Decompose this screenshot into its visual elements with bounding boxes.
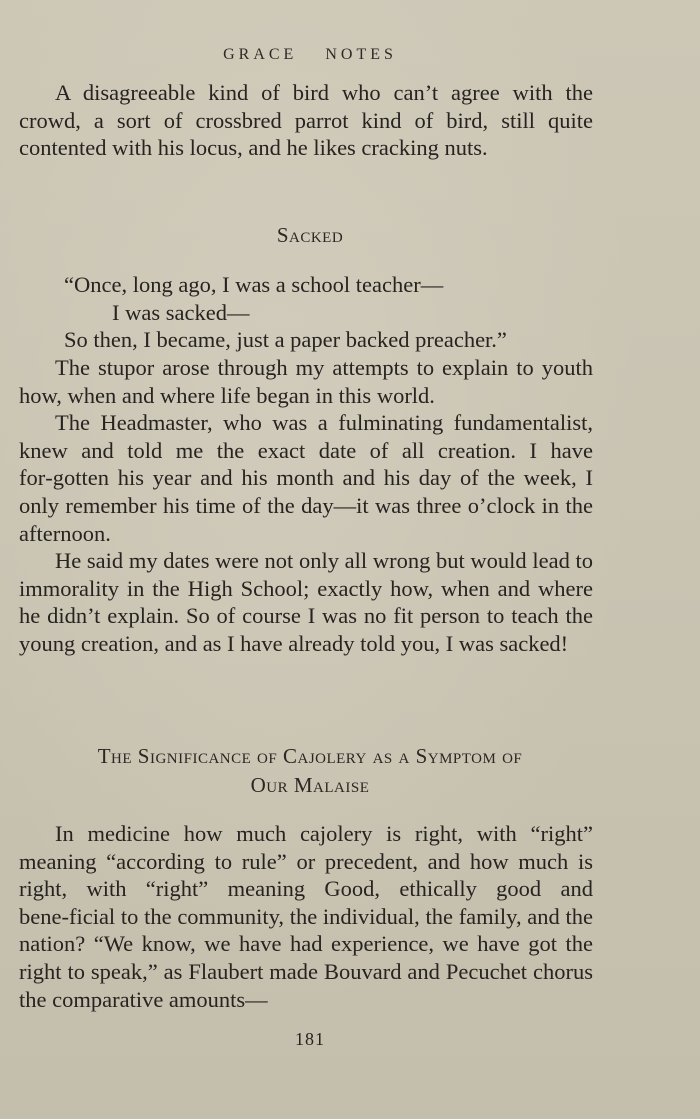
sacked-body (19, 354, 593, 658)
cajolery-body (19, 820, 593, 1013)
section-heading-cajolery (0, 744, 620, 798)
sacked-paragraph-1: The stupor arose through my attempts to explain to youth how, when and where life began in this world. (19, 355, 593, 408)
sacked-paragraph-2: The Headmaster, who was a fulminating fundamentalist, knew and told me the exact date of all creation. I have for‑gotten his year and his month and his day of the week, I only remember his time of the day—it was three o’clock in the afternoon. (19, 410, 593, 546)
running-head-word-1: GRACE (223, 46, 298, 63)
verse-line-1: “Once, long ago, I was a school teacher— (64, 272, 444, 297)
page-number: 181 (295, 1029, 325, 1049)
opening-paragraph-block (19, 79, 593, 162)
running-head (0, 46, 620, 64)
opening-paragraph: A disagreeable kind of bird who can’t agree with the crowd, a sort of crossbred parrot kind of bird, still quite contented with his locus, and he likes cracking nuts. (19, 80, 593, 161)
verse-block (64, 271, 507, 354)
sacked-paragraph-3: He said my dates were not only all wrong but would lead to immorality in the High School; exactly how, when and where he didn’t explain. So of course I was no fit person to teach the young creation, and as I have already told you, I was sacked! (19, 548, 593, 656)
cajolery-paragraph: In medicine how much cajolery is right, with “right” meaning “according to rule” or precedent, and how much is right, with “right” meaning Good, ethically good and bene‑ficial to the community, the individual, the family, and the nation? “We know, we have had experience, we have got the right to speak,” as Flaubert made Bouvard and Pecuchet chorus the comparative amounts— (19, 821, 593, 1012)
section-heading-sacked: Sacked (276, 223, 344, 247)
section-heading-cajolery-line-1: The Significance of Cajolery as a Symptom of (97, 744, 523, 768)
running-head-word-2: NOTES (325, 46, 397, 63)
section-heading-cajolery-line-2: Our Malaise (250, 773, 370, 797)
verse-line-2: I was sacked— (112, 299, 250, 325)
verse-line-3: So then, I became, just a paper backed preacher.” (64, 327, 507, 353)
